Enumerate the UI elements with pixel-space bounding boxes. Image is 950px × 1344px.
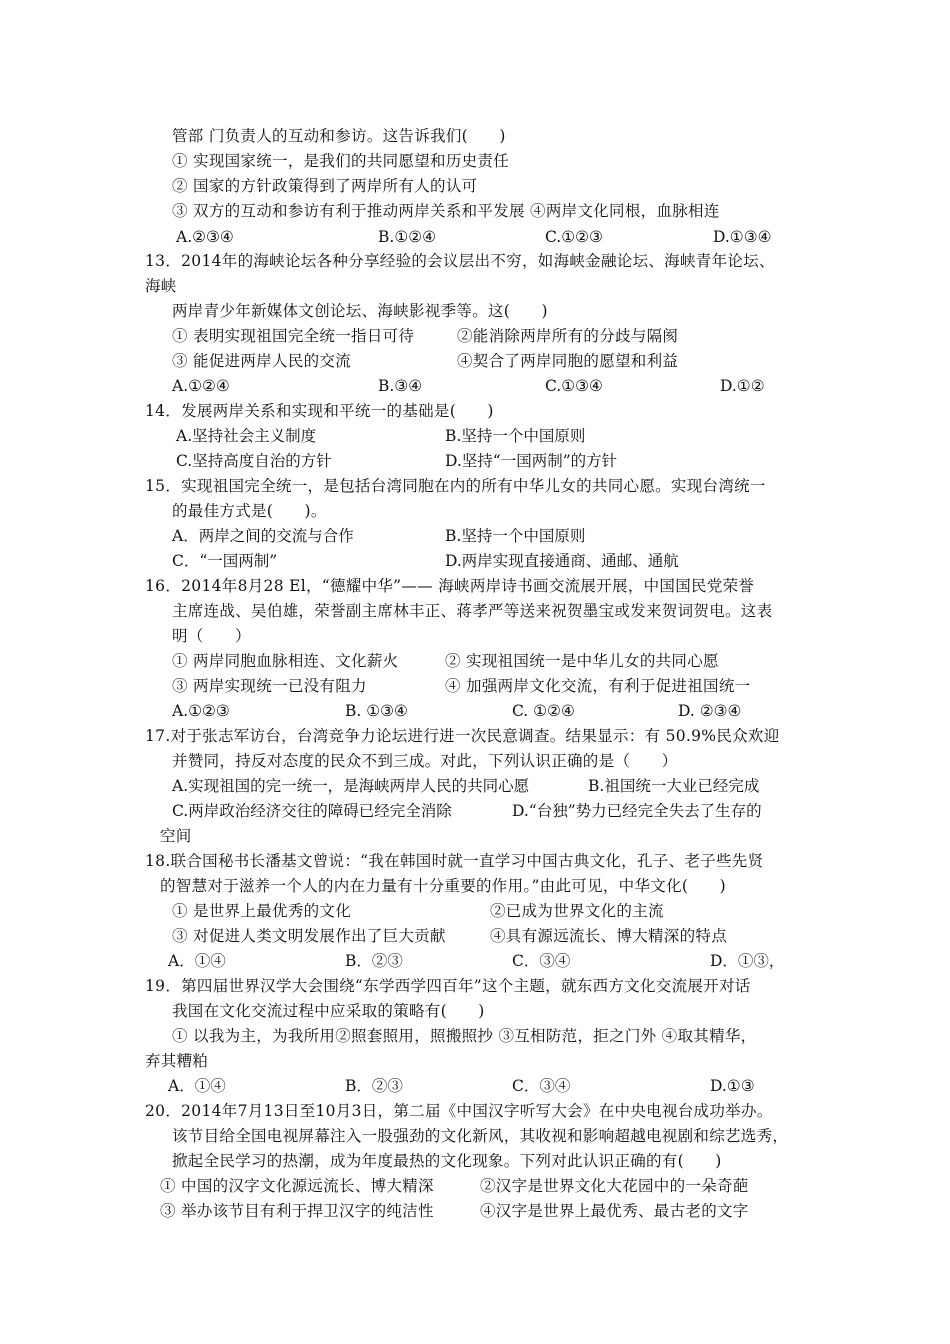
q15-stem-line-2: 的最佳方式是( )。 — [172, 502, 327, 520]
q16-statement-1: ① 两岸同胞血脉相连、文化薪火 — [172, 652, 399, 670]
q16-option-d[interactable]: D. ②③④ — [678, 702, 742, 720]
q12-option-c[interactable]: C.①②③ — [545, 228, 603, 246]
q15-stem-line-1: 15．实现祖国完全统一，是包括台湾同胞在内的所有中华儿女的共同心愿。实现台湾统一 — [145, 477, 766, 495]
q15-option-a[interactable]: A．两岸之间的交流与合作 — [172, 527, 354, 545]
q12-option-a[interactable]: A.②③④ — [176, 228, 234, 246]
q16-stem-line-1: 16．2014年8月28 El，“德耀中华”—— 海峡两岸诗书画交流展开展，中国国民党荣誉 — [145, 577, 755, 595]
q18-statement-3: ③ 对促进人类文明发展作出了巨大贡献 — [172, 927, 446, 945]
q13-option-d[interactable]: D.①② — [720, 377, 765, 395]
q19-stem-line-2: 我国在文化交流过程中应采取的策略有( ) — [172, 1002, 485, 1020]
q14-option-a[interactable]: A.坚持社会主义制度 — [176, 427, 317, 445]
q12-statement-1: ① 实现国家统一，是我们的共同愿望和历史责任 — [172, 152, 510, 170]
q17-stem-line-1: 17.对于张志军访台，台湾竞争力论坛进行进一次民意调查。结果显示：有 50.9%民众欢迎 — [145, 727, 780, 745]
q16-option-b[interactable]: B. ①③④ — [345, 702, 408, 720]
q13-stem-line-1: 13．2014年的海峡论坛各种分享经验的会议层出不穷，如海峡金融论坛、海峡青年论坛、 — [145, 252, 775, 270]
q16-statement-2: ② 实现祖国统一是中华儿女的共同心愿 — [445, 652, 719, 670]
q14-option-c[interactable]: C.坚持高度自治的方针 — [176, 452, 332, 470]
q14-option-b[interactable]: B.坚持一个中国原则 — [445, 427, 586, 445]
q20-statement-3: ③ 举办该节目有利于捍卫汉字的纯洁性 — [160, 1202, 434, 1220]
q16-option-a[interactable]: A.①②③ — [172, 702, 230, 720]
q18-stem-line-1: 18.联合国秘书长潘基文曾说：“我在韩国时就一直学习中国古典文化，孔子、老子些先贤 — [145, 852, 764, 870]
q18-stem-line-2: 的智慧对于滋养一个人的内在力量有十分重要的作用。”由此可见，中华文化( ) — [160, 877, 726, 895]
q13-stem-line-3: 两岸青少年新媒体文创论坛、海峡影视季等。这( ) — [172, 302, 548, 320]
q13-option-a[interactable]: A.①②④ — [172, 377, 230, 395]
q12-option-b[interactable]: B.①②④ — [378, 228, 437, 246]
q15-option-c[interactable]: C．“一国两制” — [172, 552, 278, 570]
q17-stem-line-2: 并赞同，持反对态度的民众不到三成。对此，下列认识正确的是（ ） — [172, 752, 678, 770]
q20-statement-1: ① 中国的汉字文化源远流长、博大精深 — [160, 1177, 434, 1195]
q15-option-b[interactable]: B.坚持一个中国原则 — [445, 527, 586, 545]
q18-statement-2: ②已成为世界文化的主流 — [490, 902, 664, 920]
q13-statement-3: ③ 能促进两岸人民的交流 — [172, 352, 352, 370]
q16-statement-3: ③ 两岸实现统一已没有阻力 — [172, 677, 367, 695]
q16-option-c[interactable]: C. ①②④ — [512, 702, 575, 720]
q16-stem-line-2: 主席连战、吴伯雄，荣誉副主席林丰正、蒋孝严等送来祝贺墨宝或发来贺词贺电。这表 — [172, 602, 773, 620]
q20-stem-line-3: 掀起全民学习的热潮，成为年度最热的文化现象。下列对此认识正确的有( ) — [172, 1152, 722, 1170]
q12-statement-2: ② 国家的方针政策得到了两岸所有人的认可 — [172, 177, 478, 195]
q13-statement-1: ① 表明实现祖国完全统一指日可待 — [172, 327, 415, 345]
q20-stem-line-2: 该节目给全国电视屏幕注入一股强劲的文化新风，其收视和影响超越电视剧和综艺选秀， — [172, 1127, 789, 1145]
q19-option-b[interactable]: B．②③ — [345, 1077, 403, 1095]
q18-option-b[interactable]: B．②③ — [345, 952, 403, 970]
q12-stem: 管部 门负责人的互动和参访。这告诉我们( ) — [172, 127, 506, 145]
q19-stem-line-1: 19．第四届世界汉学大会围绕“东学西学四百年”这个主题，就东西方文化交流展开对话 — [145, 977, 751, 995]
q14-option-d[interactable]: D.坚持“一国两制”的方针 — [445, 452, 618, 470]
q13-option-c[interactable]: C.①③④ — [545, 377, 603, 395]
q16-statement-4: ④ 加强两岸文化交流，有利于促进祖国统一 — [445, 677, 751, 695]
q17-option-d[interactable]: D.“台独”势力已经完全失去了生存的 — [512, 802, 762, 820]
q18-option-a[interactable]: A．①④ — [168, 952, 226, 970]
q19-option-d[interactable]: D.①③ — [710, 1077, 755, 1095]
q14-stem: 14．发展两岸关系和实现和平统一的基础是( ) — [145, 402, 494, 420]
q17-option-c[interactable]: C.两岸政治经济交往的障碍已经完全消除 — [172, 802, 452, 820]
q16-stem-line-3: 明（ ） — [172, 627, 251, 645]
q13-statement-2: ②能消除两岸所有的分歧与隔阂 — [457, 327, 679, 345]
q15-option-d[interactable]: D.两岸实现直接通商、通邮、通航 — [445, 552, 679, 570]
q12-option-d[interactable]: D.①③④ — [713, 228, 772, 246]
q20-statement-2: ②汉字是世界文化大花园中的一朵奇葩 — [480, 1177, 749, 1195]
q13-option-b[interactable]: B.③④ — [378, 377, 423, 395]
q19-option-c[interactable]: C．③④ — [512, 1077, 571, 1095]
q20-stem-line-1: 20．2014年7月13日至10月3日，第二届《中国汉字听写大会》在中央电视台成功举办。 — [145, 1102, 773, 1120]
q18-option-d[interactable]: D．①③， — [710, 952, 785, 970]
q20-statement-4: ④汉字是世界上最优秀、最古老的文字 — [480, 1202, 749, 1220]
q12-statement-3: ③ 双方的互动和参访有利于推动两岸关系和平发展 ④两岸文化同根，血脉相连 — [172, 202, 720, 220]
q19-statements: ① 以我为主，为我所用②照套照用，照搬照抄 ③互相防范，拒之门外 ④取其精华， — [172, 1027, 757, 1045]
q17-option-d-cont: 空间 — [160, 827, 192, 845]
q13-stem-line-2: 海峡 — [145, 277, 177, 295]
q19-statements-cont: 弃其糟粕 — [145, 1052, 209, 1070]
q18-statement-1: ① 是世界上最优秀的文化 — [172, 902, 352, 920]
q17-option-a[interactable]: A.实现祖国的完一统一，是海峡两岸人民的共同心愿 — [172, 777, 530, 795]
q18-option-c[interactable]: C．③④ — [512, 952, 571, 970]
q17-option-b[interactable]: B.祖国统一大业已经完成 — [588, 777, 760, 795]
q19-option-a[interactable]: A．①④ — [168, 1077, 226, 1095]
q18-statement-4: ④具有源远流长、博大精深的特点 — [490, 927, 728, 945]
q13-statement-4: ④契合了两岸同胞的愿望和利益 — [457, 352, 679, 370]
